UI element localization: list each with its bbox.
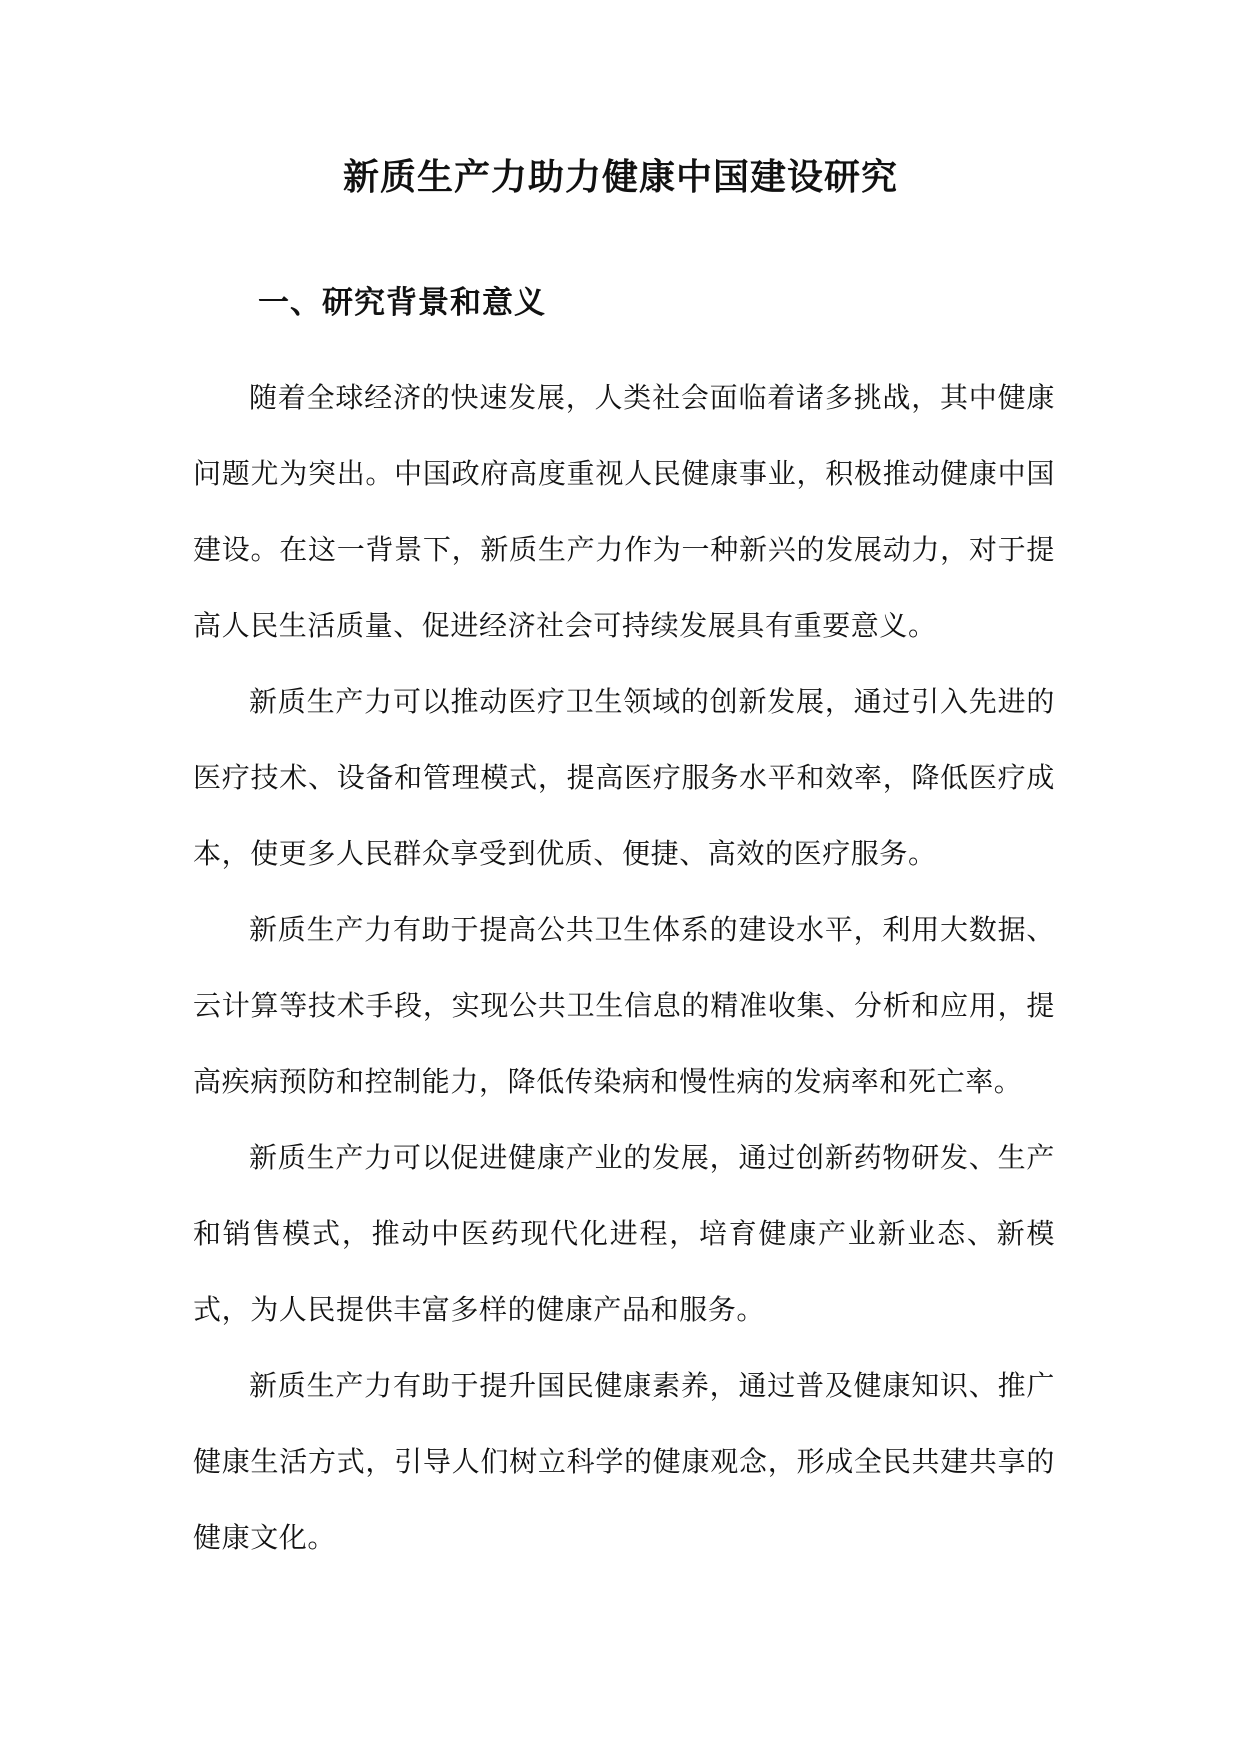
paragraph-health-industry: 新质生产力可以促进健康产业的发展，通过创新药物研发、生产和销售模式，推动中医药现代化进程，培育健康产业新业态、新模式，为人民提供丰富多样的健康产品和服务。 [193,1141,1055,1326]
document-body [193,360,1055,1576]
section-heading: 一、研究背景和意义 [258,285,546,321]
paragraph-medical-innovation: 新质生产力可以推动医疗卫生领域的创新发展，通过引入先进的医疗技术、设备和管理模式，提高医疗服务水平和效率，降低医疗成本，使更多人民群众享受到优质、便捷、高效的医疗服务。 [193,685,1055,870]
paragraph-health-literacy: 新质生产力有助于提升国民健康素养，通过普及健康知识、推广健康生活方式，引导人们树立科学的健康观念，形成全民共建共享的健康文化。 [193,1369,1055,1554]
paragraph-public-health: 新质生产力有助于提高公共卫生体系的建设水平，利用大数据、云计算等技术手段，实现公共卫生信息的精准收集、分析和应用，提高疾病预防和控制能力，降低传染病和慢性病的发病率和死亡率。 [193,913,1055,1098]
document-title: 新质生产力助力健康中国建设研究 [342,156,898,198]
paragraph-background: 随着全球经济的快速发展，人类社会面临着诸多挑战，其中健康问题尤为突出。中国政府高度重视人民健康事业，积极推动健康中国建设。在这一背景下，新质生产力作为一种新兴的发展动力，对于提高人民生活质量、促进经济社会可持续发展具有重要意义。 [193,381,1055,642]
